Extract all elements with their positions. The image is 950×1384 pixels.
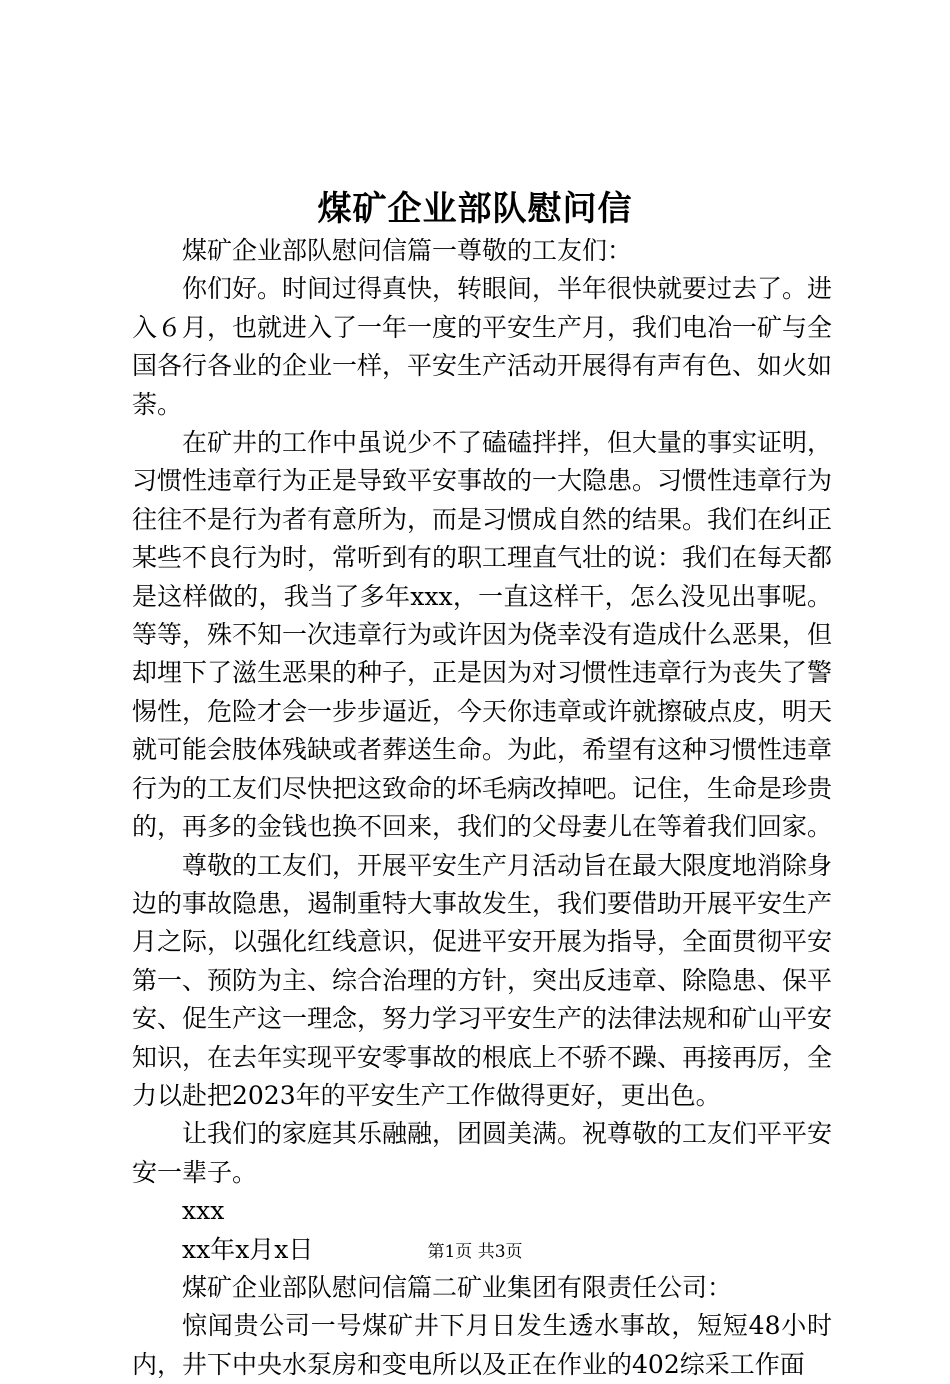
signature-name: xxx (182, 1196, 225, 1226)
paragraph-letter-two-heading: 煤矿企业部队慰问信篇二矿业集团有限责任公司： (182, 1272, 733, 1302)
paragraph-letter-two-body: 惊闻贵公司一号煤矿井下月日发生透水事故，短短48小时内，井下中央水泵房和变电所以及正在作业的402综采工作面 (132, 1311, 832, 1379)
signature-date: xx年x月x日 (182, 1234, 314, 1264)
paragraph-violation-habits: 在矿井的工作中虽说少不了磕磕拌拌，但大量的事实证明，习惯性违章行为正是导致平安事故的一大隐患。习惯性违章行为往往不是行为者有意所为，而是习惯成自然的结果。我们在纠正某些不良行为时，常听到有的职工理直气壮的说：我们在每天都是这样做的，我当了多年xxx，一直这样干，怎么没见出事呢。等等，殊不知一次违章行为或许因为侥幸没有造成什么恶果，但却埋下了滋生恶果的种子，正是因为对习惯性违章行为丧失了警惕性，危险才会一步步逼近，今天你违章或许就擦破点皮，明天就可能会肢体残缺或者葬送生命。为此，希望有这种习惯性违章行为的工友们尽快把这致命的坏毛病改掉吧。记住，生命是珍贵的，再多的金钱也换不回来，我们的父母妻儿在等着我们回家。 (132, 428, 833, 842)
document-title: 煤矿企业部队慰问信 (317, 189, 633, 229)
paragraph-safety-month: 尊敬的工友们，开展平安生产月活动旨在最大限度地消除身边的事故隐患，遏制重特大事故发生，我们要借助开展平安生产月之际，以强化红线意识，促进平安开展为指导，全面贯彻平安第一、预防为主、综合治理的方针，突出反违章、除隐患、保平安、促生产这一理念，努力学习平安生产的法律法规和矿山平安知识，在去年实现平安零事故的根底上不骄不躁、再接再厉，全力以赴把2023年的平安生产工作做得更好，更出色。 (132, 850, 833, 1110)
document-body (132, 232, 832, 1384)
paragraph-blessing: 让我们的家庭其乐融融，团圆美满。祝尊敬的工友们平平安安一辈子。 (132, 1119, 833, 1187)
page-footer: 第1页 共3页 (427, 1242, 523, 1262)
paragraph-opening: 你们好。时间过得真快，转眼间，半年很快就要过去了。进入６月，也就进入了一年一度的平安生产月，我们电冶一矿与全国各行各业的企业一样，平安生产活动开展得有声有色、如火如荼。 (132, 274, 833, 419)
paragraph-greeting: 煤矿企业部队慰问信篇一尊敬的工友们： (182, 236, 633, 265)
